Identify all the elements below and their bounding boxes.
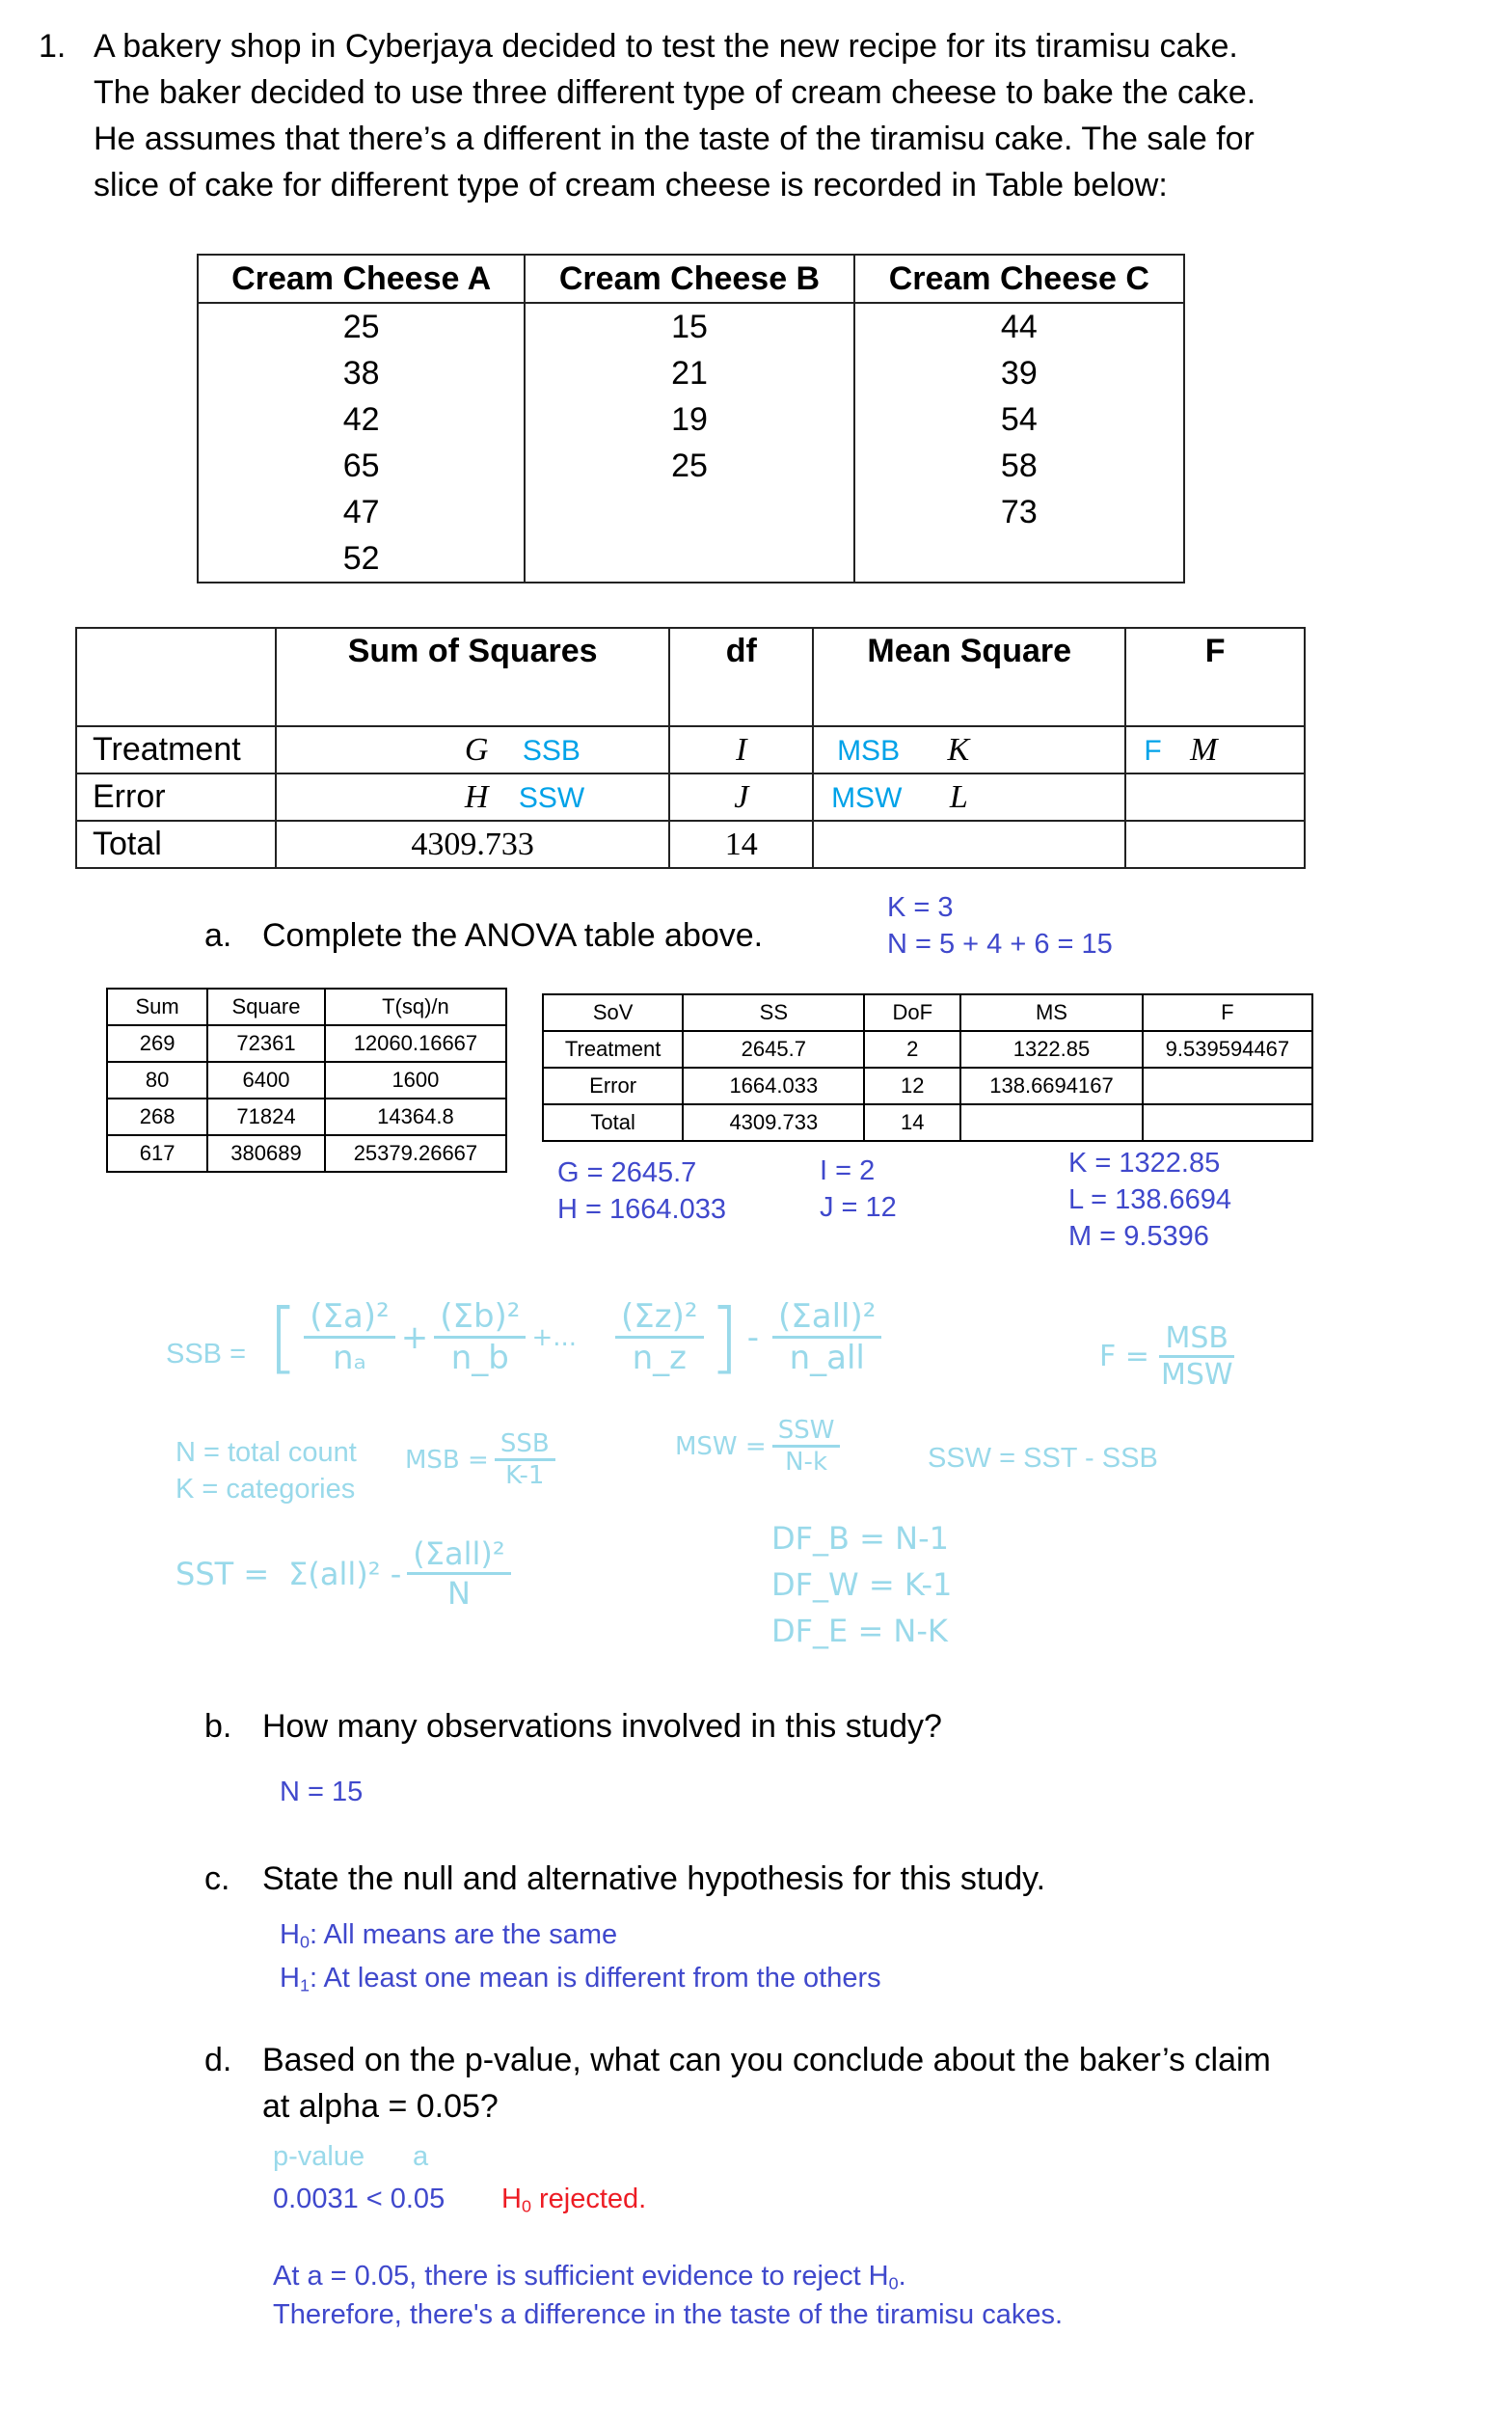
pvalue-comparison: 0.0031 < 0.05: [273, 2184, 446, 2214]
fraction-b: $\frac{\text{(Σb)²}}{n\_b}$: [434, 1297, 526, 1377]
header-sum-of-squares: Sum of Squares: [276, 628, 670, 726]
cell: 38: [198, 350, 525, 396]
header-f: F: [1143, 994, 1312, 1031]
header-dof: DoF: [864, 994, 960, 1031]
answer-h: H = 1664.033: [557, 1194, 726, 1225]
answer-l: L = 138.6694: [1068, 1184, 1232, 1215]
header-cream-cheese-c: Cream Cheese C: [854, 255, 1184, 303]
answer-m: M = 9.5396: [1068, 1221, 1209, 1252]
answer-g: G = 2645.7: [557, 1157, 697, 1188]
ms-variable: L: [949, 779, 968, 815]
bracket-close: ]: [709, 1292, 740, 1382]
cell: Total: [543, 1104, 683, 1141]
part-a-note-n: N = 5 + 4 + 6 = 15: [887, 929, 1113, 960]
header-f: F: [1125, 628, 1305, 726]
part-a-note-k: K = 3: [887, 892, 954, 923]
cell: 4309.733: [683, 1104, 864, 1141]
header-mean-square: Mean Square: [813, 628, 1125, 726]
question-line-4: slice of cake for different type of cream cheese is recorded in Table below:: [94, 167, 1168, 204]
sums-spreadsheet-table: [106, 988, 507, 1173]
table-header-row: [76, 628, 1305, 726]
k-definition: K = categories: [176, 1474, 356, 1505]
cell: 58: [854, 443, 1184, 489]
cell: 617: [107, 1135, 207, 1172]
part-a-text: Complete the ANOVA table above.: [262, 917, 764, 954]
n-definition: N = total count: [176, 1437, 357, 1468]
answer-i: I = 2: [820, 1155, 876, 1186]
cell: 21: [525, 350, 853, 396]
part-d-text-line1: Based on the p-value, what can you conclude about the baker’s claim: [262, 2042, 1271, 2078]
df-within-formula: DF_W = K-1: [771, 1566, 953, 1603]
cell: 73: [854, 489, 1184, 535]
cell: 65: [198, 443, 525, 489]
header-df: df: [669, 628, 813, 726]
cell: 14364.8: [325, 1099, 506, 1135]
cell: 47: [198, 489, 525, 535]
cell: 39: [854, 350, 1184, 396]
part-c-label: c.: [204, 1860, 230, 1897]
ms-variable: K: [947, 732, 970, 768]
f-note: F: [1144, 735, 1162, 767]
ssb-formula: [268, 1292, 887, 1382]
cell: 12: [864, 1068, 960, 1104]
table-row: [107, 1099, 506, 1135]
ms-empty-cell: [813, 821, 1125, 868]
cell: 1322.85: [960, 1031, 1143, 1068]
table-row: [543, 1104, 1312, 1141]
header-cream-cheese-b: Cream Cheese B: [525, 255, 853, 303]
header-sov: SoV: [543, 994, 683, 1031]
fraction-all: $\frac{\text{(Σall)²}}{\text{n\_all}}$: [772, 1297, 881, 1377]
f-formula: F = $\frac{\text{MSB}}{\text{MSW}}$: [1099, 1321, 1233, 1392]
table-row: [198, 443, 1184, 489]
cell: 15: [525, 303, 853, 350]
part-d-label: d.: [204, 2042, 232, 2078]
ss-variable: H: [464, 779, 489, 815]
part-d-text-line2: at alpha = 0.05?: [262, 2088, 499, 2125]
table-row-treatment: [76, 726, 1305, 773]
ss-note: SSW: [518, 782, 585, 814]
conclusion-line-2: Therefore, there's a difference in the taste of the tiramisu cakes.: [273, 2299, 1064, 2330]
table-row: [198, 350, 1184, 396]
cell: 380689: [207, 1135, 325, 1172]
ssb-label: SSB =: [166, 1339, 247, 1370]
cell: [960, 1104, 1143, 1141]
cell: 6400: [207, 1062, 325, 1099]
alternative-hypothesis: $H_1$: At least one mean is different from the others: [280, 1963, 881, 1995]
pvalue-label: p-value: [273, 2141, 365, 2172]
bracket-open: [: [268, 1292, 299, 1382]
table-row: [107, 1062, 506, 1099]
df-between-formula: DF_B = N-1: [771, 1520, 949, 1557]
alpha-label: a: [413, 2141, 429, 2172]
cell: 52: [198, 535, 525, 583]
cell: 25: [198, 303, 525, 350]
header-square: Square: [207, 989, 325, 1025]
cell: [854, 535, 1184, 583]
cell: 25: [525, 443, 853, 489]
question-line-2: The baker decided to use three different type of cream cheese to bake the cake.: [94, 74, 1256, 111]
cell: 25379.26667: [325, 1135, 506, 1172]
cell: 2: [864, 1031, 960, 1068]
cell: 42: [198, 396, 525, 443]
part-b-label: b.: [204, 1708, 232, 1745]
plus-sign: +: [400, 1317, 429, 1357]
header-ss: SS: [683, 994, 864, 1031]
question-number: 1.: [39, 28, 67, 65]
cell: 2645.7: [683, 1031, 864, 1068]
table-row: [543, 1031, 1312, 1068]
df-total-value: 14: [669, 821, 813, 868]
table-row: [198, 396, 1184, 443]
table-row: [198, 489, 1184, 535]
cell: 54: [854, 396, 1184, 443]
msw-formula: MSW = $\frac{\text{SSW}}{N-k}$: [675, 1416, 846, 1477]
msb-formula: MSB = $\frac{\text{SSB}}{K-1}$: [405, 1429, 561, 1490]
f-variable: M: [1190, 732, 1218, 768]
sst-formula: SST = Σ(all)² - $\frac{\text{(Σall)²}}{N}$: [176, 1535, 517, 1612]
cell: 268: [107, 1099, 207, 1135]
ssw-definition: SSW = SST - SSB: [928, 1443, 1158, 1474]
question-line-3: He assumes that there’s a different in the taste of the tiramisu cake. The sale for: [94, 121, 1255, 157]
header-tsq-n: T(sq)/n: [325, 989, 506, 1025]
cell: 71824: [207, 1099, 325, 1135]
table-row: [543, 1068, 1312, 1104]
decision-text: $H_0$ rejected.: [501, 2184, 647, 2216]
cell: 138.6694167: [960, 1068, 1143, 1104]
row-label: Treatment: [76, 726, 276, 773]
ss-variable: G: [464, 732, 489, 768]
part-c-text: State the null and alternative hypothesis for this study.: [262, 1860, 1046, 1897]
f-empty-cell: [1125, 821, 1305, 868]
cell: [1143, 1068, 1312, 1104]
row-label: Error: [76, 773, 276, 821]
part-a-label: a.: [204, 917, 232, 954]
ss-note: SSB: [522, 735, 580, 767]
table-header-row: [107, 989, 506, 1025]
cell: 19: [525, 396, 853, 443]
cell: [525, 489, 853, 535]
cell: 80: [107, 1062, 207, 1099]
table-header-row: [198, 255, 1184, 303]
ss-total-value: 4309.733: [276, 821, 670, 868]
header-sum: Sum: [107, 989, 207, 1025]
minus-sign: -: [746, 1317, 760, 1357]
ms-note: MSB: [837, 735, 901, 767]
conclusion-line-1: At a = 0.05, there is sufficient evidence to reject $H_0$.: [273, 2261, 906, 2293]
header-blank: [76, 628, 276, 726]
anova-result-spreadsheet-table: [542, 993, 1313, 1142]
df-variable: J: [669, 773, 813, 821]
cell: 14: [864, 1104, 960, 1141]
table-row-total: [76, 821, 1305, 868]
cell: 12060.16667: [325, 1025, 506, 1062]
answer-j: J = 12: [820, 1192, 897, 1223]
df-variable: I: [669, 726, 813, 773]
table-header-row: [543, 994, 1312, 1031]
question-line-1: A bakery shop in Cyberjaya decided to test the new recipe for its tiramisu cake.: [94, 28, 1238, 65]
table-row: [198, 535, 1184, 583]
anova-template-table: [75, 627, 1306, 869]
cell: Error: [543, 1068, 683, 1104]
cell: 72361: [207, 1025, 325, 1062]
ellipsis: +...: [531, 1322, 578, 1352]
table-row: [198, 303, 1184, 350]
cell: 1600: [325, 1062, 506, 1099]
cell: 44: [854, 303, 1184, 350]
answer-k: K = 1322.85: [1068, 1148, 1221, 1179]
cell: [1143, 1104, 1312, 1141]
cream-cheese-data-table: [197, 254, 1185, 583]
table-row: [107, 1025, 506, 1062]
cell: [525, 535, 853, 583]
table-row-error: [76, 773, 1305, 821]
fraction-z: $\frac{\text{(Σz)²}}{n\_z}$: [615, 1297, 704, 1377]
table-row: [107, 1135, 506, 1172]
cell: 9.539594467: [1143, 1031, 1312, 1068]
row-label: Total: [76, 821, 276, 868]
cell: Treatment: [543, 1031, 683, 1068]
df-error-formula: DF_E = N-K: [771, 1613, 948, 1649]
ms-note: MSW: [831, 782, 903, 814]
part-b-answer: N = 15: [280, 1777, 364, 1807]
null-hypothesis: $H_0$: All means are the same: [280, 1919, 618, 1952]
fraction-a: $\frac{\text{(Σa)²}}{\text{nₐ}}$: [304, 1297, 394, 1377]
f-empty-cell: [1125, 773, 1305, 821]
part-b-text: How many observations involved in this study?: [262, 1708, 942, 1745]
cell: 1664.033: [683, 1068, 864, 1104]
header-cream-cheese-a: Cream Cheese A: [198, 255, 525, 303]
header-ms: MS: [960, 994, 1143, 1031]
cell: 269: [107, 1025, 207, 1062]
